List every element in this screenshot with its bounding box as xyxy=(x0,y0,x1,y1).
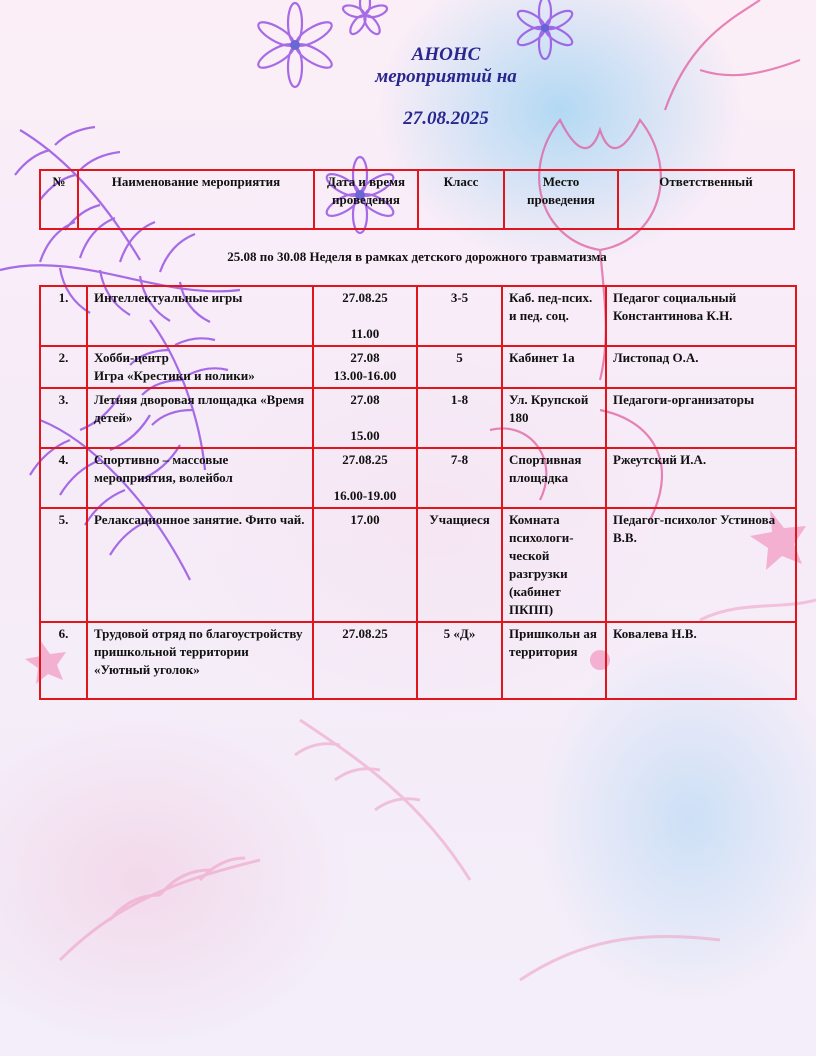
table-header xyxy=(39,169,795,230)
table-row xyxy=(40,388,796,448)
cell-name: Интеллектуальные игры xyxy=(87,286,313,346)
table-row xyxy=(40,622,796,699)
announcement-date: 27.08.2025 xyxy=(403,108,489,129)
cell-grade: Учащиеся xyxy=(417,508,502,622)
cell-grade: 5 xyxy=(417,346,502,388)
cell-grade: 5 «Д» xyxy=(417,622,502,699)
cell-num: 1. xyxy=(40,286,87,346)
cell-name: Спортивно – массовые мероприятия, волейбол xyxy=(87,448,313,508)
cell-name: Летняя дворовая площадка «Время детей» xyxy=(87,388,313,448)
cell-name: Хобби-центр Игра «Крестики и нолики» xyxy=(87,346,313,388)
cell-grade: 7-8 xyxy=(417,448,502,508)
table-row xyxy=(40,508,796,622)
table-row xyxy=(40,448,796,508)
announcement-header xyxy=(0,44,816,130)
column-header-responsible: Ответственный xyxy=(618,170,794,229)
cell-grade: 3-5 xyxy=(417,286,502,346)
column-header-datetime: Дата и время проведения xyxy=(314,170,418,229)
column-header-grade: Класс xyxy=(418,170,504,229)
cell-datetime: 27.08.25 16.00-19.00 xyxy=(313,448,417,508)
cell-responsible: Педагог социальный Константинова К.Н. xyxy=(606,286,796,346)
page-title: АНОНС xyxy=(411,44,481,65)
cell-place: Каб. пед-псих. и пед. соц. xyxy=(502,286,606,346)
events-table xyxy=(39,285,797,700)
column-header-place: Место проведения xyxy=(504,170,618,229)
cell-datetime: 27.08 15.00 xyxy=(313,388,417,448)
cell-grade: 1-8 xyxy=(417,388,502,448)
table-row xyxy=(40,346,796,388)
cell-datetime: 27.08.25 xyxy=(313,622,417,699)
cell-num: 5. xyxy=(40,508,87,622)
cell-num: 6. xyxy=(40,622,87,699)
cell-responsible: Ржеутский И.А. xyxy=(606,448,796,508)
cell-place: Пришкольн ая территория xyxy=(502,622,606,699)
cell-num: 4. xyxy=(40,448,87,508)
cell-responsible: Педагог-психолог Устинова В.В. xyxy=(606,508,796,622)
cell-datetime: 17.00 xyxy=(313,508,417,622)
cell-place: Спортивная площадка xyxy=(502,448,606,508)
column-header-num: № xyxy=(40,170,78,229)
cell-place: Комната психологи-ческой разгрузки (кабинет ПКПП) xyxy=(502,508,606,622)
column-header-name: Наименование мероприятия xyxy=(78,170,314,229)
page-subtitle: мероприятий на xyxy=(375,66,517,87)
cell-place: Ул. Крупской 180 xyxy=(502,388,606,448)
cell-datetime: 27.08 13.00-16.00 xyxy=(313,346,417,388)
cell-responsible: Ковалева Н.В. xyxy=(606,622,796,699)
flower-icon xyxy=(342,0,389,37)
section-title: 25.08 по 30.08 Неделя в рамках детского дорожного травматизма xyxy=(227,249,607,264)
cell-name: Трудовой отряд по благоустройству пришкольной территории «Уютный уголок» xyxy=(87,622,313,699)
cell-datetime: 27.08.25 11.00 xyxy=(313,286,417,346)
table-row xyxy=(40,286,796,346)
cell-responsible: Листопад О.А. xyxy=(606,346,796,388)
cell-name: Релаксационное занятие. Фито чай. xyxy=(87,508,313,622)
cell-responsible: Педагоги-организаторы xyxy=(606,388,796,448)
cell-num: 3. xyxy=(40,388,87,448)
cell-num: 2. xyxy=(40,346,87,388)
cell-place: Кабинет 1а xyxy=(502,346,606,388)
